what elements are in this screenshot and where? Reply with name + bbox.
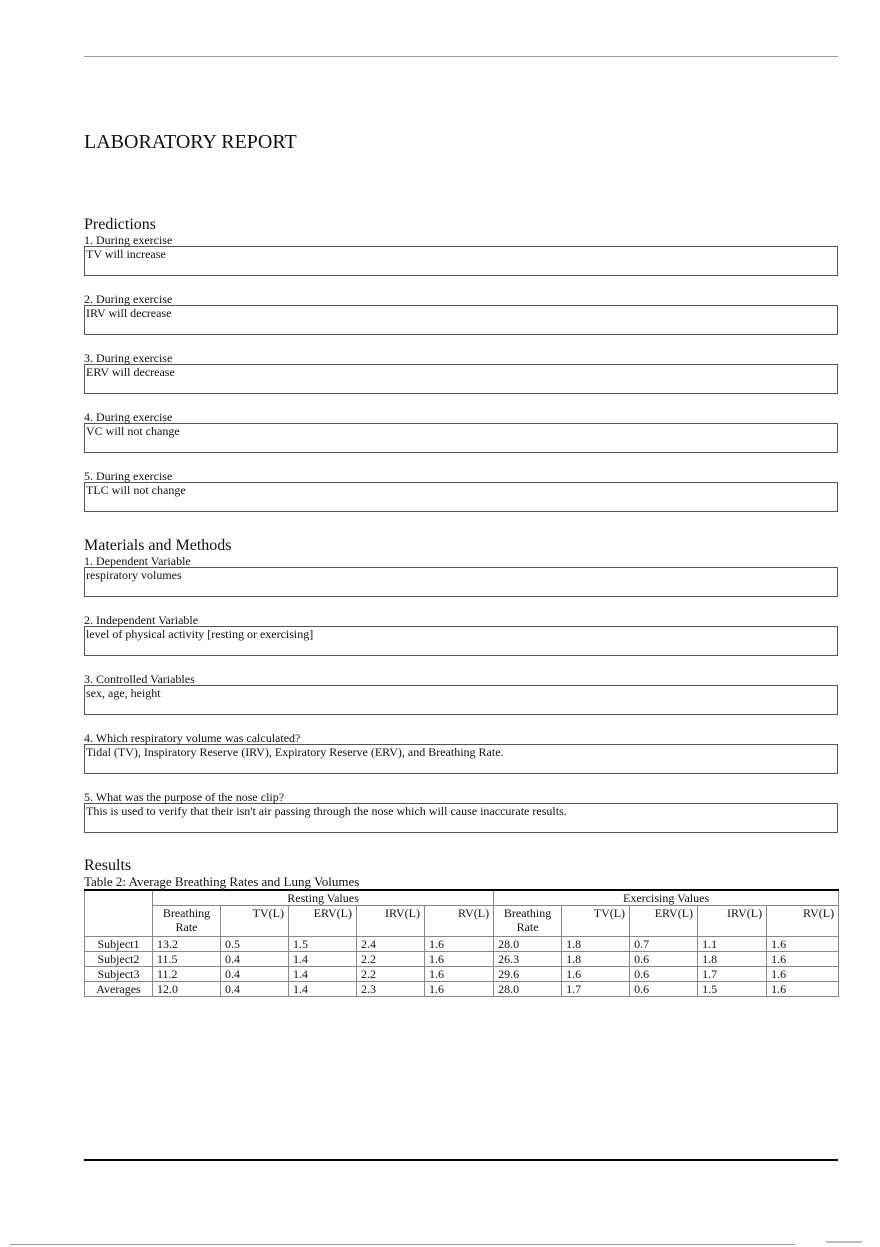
table-cell: 1.7	[562, 982, 630, 997]
table-cell: 1.6	[562, 967, 630, 982]
question-label: 2. During exercise	[84, 292, 173, 306]
corner-cell	[85, 890, 153, 937]
methods-item	[84, 791, 838, 850]
table-cell: 29.6	[494, 967, 562, 982]
table-cell: 1.4	[289, 967, 357, 982]
table-cell: 1.6	[767, 982, 839, 997]
column-header-row	[85, 906, 839, 937]
table-cell: 13.2	[153, 937, 221, 952]
answer-field[interactable]: IRV will decrease	[84, 305, 838, 335]
group-header: Resting Values	[153, 890, 494, 906]
table-cell: 1.6	[425, 937, 494, 952]
predictions-heading: Predictions	[84, 216, 156, 233]
methods-section	[84, 537, 838, 850]
table-cell: 0.6	[630, 982, 698, 997]
table-cell: 1.7	[698, 967, 767, 982]
predictions-section	[84, 216, 838, 529]
predictions-item	[84, 293, 838, 352]
predictions-item	[84, 411, 838, 470]
answer-field[interactable]: VC will not change	[84, 423, 838, 453]
table-cell: 28.0	[494, 937, 562, 952]
table-cell: 1.4	[289, 982, 357, 997]
methods-item	[84, 555, 838, 614]
column-header: IRV(L)	[357, 906, 425, 937]
answer-field[interactable]: ERV will decrease	[84, 364, 838, 394]
question-label: 3. Controlled Variables	[84, 672, 195, 686]
table-cell: 1.8	[562, 952, 630, 967]
page-title: LABORATORY REPORT	[84, 131, 297, 153]
predictions-item	[84, 470, 838, 529]
column-header: ERV(L)	[289, 906, 357, 937]
answer-field[interactable]: level of physical activity [resting or exercising]	[84, 626, 838, 656]
row-label: Subject3	[85, 967, 153, 982]
column-header: TV(L)	[562, 906, 630, 937]
answer-field[interactable]: TV will increase	[84, 246, 838, 276]
table-cell: 0.4	[221, 967, 289, 982]
table-cell: 1.6	[425, 967, 494, 982]
table-cell: 1.6	[425, 982, 494, 997]
table-cell: 2.2	[357, 967, 425, 982]
answer-field[interactable]: respiratory volumes	[84, 567, 838, 597]
group-header: Exercising Values	[494, 890, 839, 906]
question-label: 3. During exercise	[84, 351, 173, 365]
table-cell: 2.4	[357, 937, 425, 952]
table-cell: 1.6	[425, 952, 494, 967]
methods-item	[84, 614, 838, 673]
answer-field[interactable]: sex, age, height	[84, 685, 838, 715]
table-cell: 1.6	[767, 967, 839, 982]
results-heading: Results	[84, 857, 132, 874]
table-cell: 12.0	[153, 982, 221, 997]
methods-heading: Materials and Methods	[84, 537, 232, 554]
predictions-item	[84, 234, 838, 293]
results-section	[84, 857, 838, 997]
column-header: IRV(L)	[698, 906, 767, 937]
question-label: 4. During exercise	[84, 410, 173, 424]
column-header: TV(L)	[221, 906, 289, 937]
table-cell: 2.3	[357, 982, 425, 997]
page-edge	[10, 1244, 795, 1245]
table-cell: 1.6	[767, 952, 839, 967]
results-table	[84, 889, 839, 997]
table-caption: Table 2: Average Breathing Rates and Lung Volumes	[84, 874, 360, 889]
table-cell: 0.7	[630, 937, 698, 952]
table-cell: 1.5	[698, 982, 767, 997]
table-cell: 1.8	[562, 937, 630, 952]
question-label: 2. Independent Variable	[84, 613, 199, 627]
methods-item	[84, 673, 838, 732]
column-header: ERV(L)	[630, 906, 698, 937]
group-header-row	[85, 890, 839, 906]
column-header: RV(L)	[767, 906, 839, 937]
header-rule	[84, 56, 838, 57]
column-header: RV(L)	[425, 906, 494, 937]
predictions-item	[84, 352, 838, 411]
question-label: 5. During exercise	[84, 469, 173, 483]
table-cell: 0.6	[630, 967, 698, 982]
table-row	[85, 952, 839, 967]
question-label: 4. Which respiratory volume was calculated?	[84, 731, 301, 745]
table-row	[85, 967, 839, 982]
table-cell: 0.6	[630, 952, 698, 967]
methods-item	[84, 732, 838, 791]
table-cell: 0.4	[221, 982, 289, 997]
answer-field[interactable]: TLC will not change	[84, 482, 838, 512]
row-label: Subject1	[85, 937, 153, 952]
table-cell: 2.2	[357, 952, 425, 967]
table-cell: 1.1	[698, 937, 767, 952]
table-cell: 11.5	[153, 952, 221, 967]
table-row	[85, 937, 839, 952]
table-cell: 1.8	[698, 952, 767, 967]
table-cell: 0.4	[221, 952, 289, 967]
answer-field[interactable]: This is used to verify that their isn't air passing through the nose which will cause inaccurate results.	[84, 803, 838, 833]
table-cell: 26.3	[494, 952, 562, 967]
question-label: 1. Dependent Variable	[84, 554, 191, 568]
table-row	[85, 982, 839, 997]
table-cell: 1.5	[289, 937, 357, 952]
table-cell: 11.2	[153, 967, 221, 982]
footer-rule	[84, 1159, 838, 1161]
question-label: 1. During exercise	[84, 233, 173, 247]
page-mark	[826, 1241, 862, 1243]
table-cell: 28.0	[494, 982, 562, 997]
table-cell: 0.5	[221, 937, 289, 952]
column-header: Breathing Rate	[153, 906, 221, 937]
table-cell: 1.6	[767, 937, 839, 952]
answer-field[interactable]: Tidal (TV), Inspiratory Reserve (IRV), Expiratory Reserve (ERV), and Breathing Rate.	[84, 744, 838, 774]
row-label: Averages	[85, 982, 153, 997]
column-header: Breathing Rate	[494, 906, 562, 937]
question-label: 5. What was the purpose of the nose clip?	[84, 790, 285, 804]
row-label: Subject2	[85, 952, 153, 967]
table-cell: 1.4	[289, 952, 357, 967]
